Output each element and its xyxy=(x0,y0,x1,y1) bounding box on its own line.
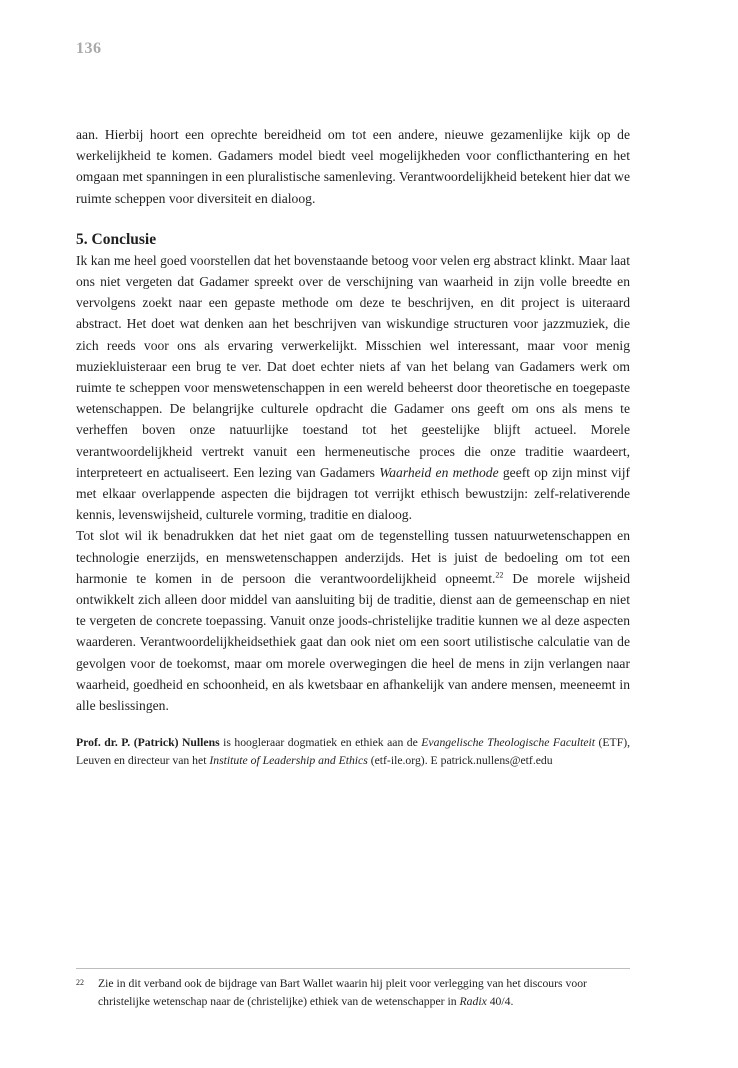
footnote-text-part: 40/4. xyxy=(486,994,514,1008)
main-text xyxy=(76,124,630,769)
paragraph-text: geeft op zijn minst vijf met elkaar overlappende aspecten die bijdragen tot verrijkt ethisch bewustzijn: zelf-relativerende kennis, levenswijsheid, culturele vorming, traditie en dialoog. xyxy=(76,464,630,523)
bio-text: is hoogleraar dogmatiek en ethiek aan de xyxy=(219,736,422,750)
bio-text: (ETF), Leuven en directeur van het xyxy=(76,736,631,767)
institution-name: Evangelische Theologische Faculteit xyxy=(421,736,596,750)
author-name: Prof. dr. P. (Patrick) Nullens xyxy=(76,736,220,750)
footnote-number: 22 xyxy=(76,978,84,987)
section-heading: 5. Conclusie xyxy=(76,230,157,248)
bio-text: (etf-ile.org). E patrick.nullens@etf.edu xyxy=(367,753,553,767)
footnote-text-part: Zie in dit verband ook de bijdrage van Bart Wallet waarin hij pleit voor verlegging van het discours voor christelijke wetenschap naar de (christelijke) ethiek van de wetenschapper in xyxy=(98,977,587,1008)
paragraph-text: Tot slot wil ik benadrukken dat het niet gaat om de tegenstelling tussen natuurwetenschappen en technologie enerzijds, en menswetenschappen anderzijds. Het is juist de bedoeling om tot een harmonie te komen in de persoon die verantwoordelijkheid opneemt. xyxy=(76,528,630,586)
intro-paragraph: aan. Hierbij hoort een oprechte bereidheid om tot een andere, nieuwe gezamenlijke kijk op de werkelijkheid te komen. Gadamers model biedt veel mogelijkheden voor conflicthantering en het omgaan met spanningen in een pluralistische samenleving. Verantwoordelijkheid betekent hier dat we ruimte scheppen voor diversiteit en dialoog. xyxy=(76,127,630,206)
conclusion-paragraph-1 xyxy=(76,250,630,526)
page-number: 136 xyxy=(76,40,102,57)
footnote-item xyxy=(76,975,630,1010)
conclusion-paragraph-2 xyxy=(76,525,630,716)
footnote-reference[interactable]: 22 xyxy=(495,570,504,580)
paragraph-text: Ik kan me heel goed voorstellen dat het bovenstaande betoog voor velen erg abstract klinkt. Maar laat ons niet vergeten dat Gadamer spreekt over de verschijning van waarheid in zijn volle breedte en vervolgens zoekt naar een gepaste methode om deze te beschrijven, en dit project is uiteraard abstract. Het doet wat denken aan het beschrijven van wiskundige structuren voor jazzmuziek, die zich reeds voor ons als ervaring verwerkelijkt. Misschien wel interessant, maar voor menig muziekluisteraar een brug te ver. Dat doet echter niets af van het belang van Gadamers werk om ruimte te scheppen voor menswetenschappen in een wereld beheerst door theoretische en toegepaste wetenschappen. De belangrijke culturele opdracht die Gadamer ons geeft om ons als mens te verheffen boven onze natuurlijke toestand tot het geestelijke blijft actueel. Morele verantwoordelijkheid vertrekt vanuit een hermeneutische proces die onze traditie waardeert, interpreteert en actualiseert. Een lezing van Gadamers xyxy=(76,252,630,480)
institution-name: Institute of Leadership and Ethics xyxy=(209,753,368,767)
paragraph-text: De morele wijsheid ontwikkelt zich alleen door middel van aansluiting bij de traditie, dienst aan de gemeenschap en niet te vergeten de concrete toepassing. Vanuit onze joods-christelijke traditie kunnen we al deze aspecten waarderen. Verantwoordelijkheidsethiek gaat dan ook niet om een soort utilistische calculatie van de gevolgen voor de toekomst, maar om morele overwegingen die heel de mens in zijn verlangen naar waarheid, goedheid en schoonheid, en als kwetsbaar en afhankelijk van andere mensen, meeneemt in alle beslissingen. xyxy=(76,570,630,714)
footnote-text xyxy=(98,975,630,1010)
footnotes xyxy=(76,968,630,1010)
book-title: Waarheid en methode xyxy=(379,464,499,480)
author-bio xyxy=(76,734,630,769)
journal-title: Radix xyxy=(459,994,487,1008)
